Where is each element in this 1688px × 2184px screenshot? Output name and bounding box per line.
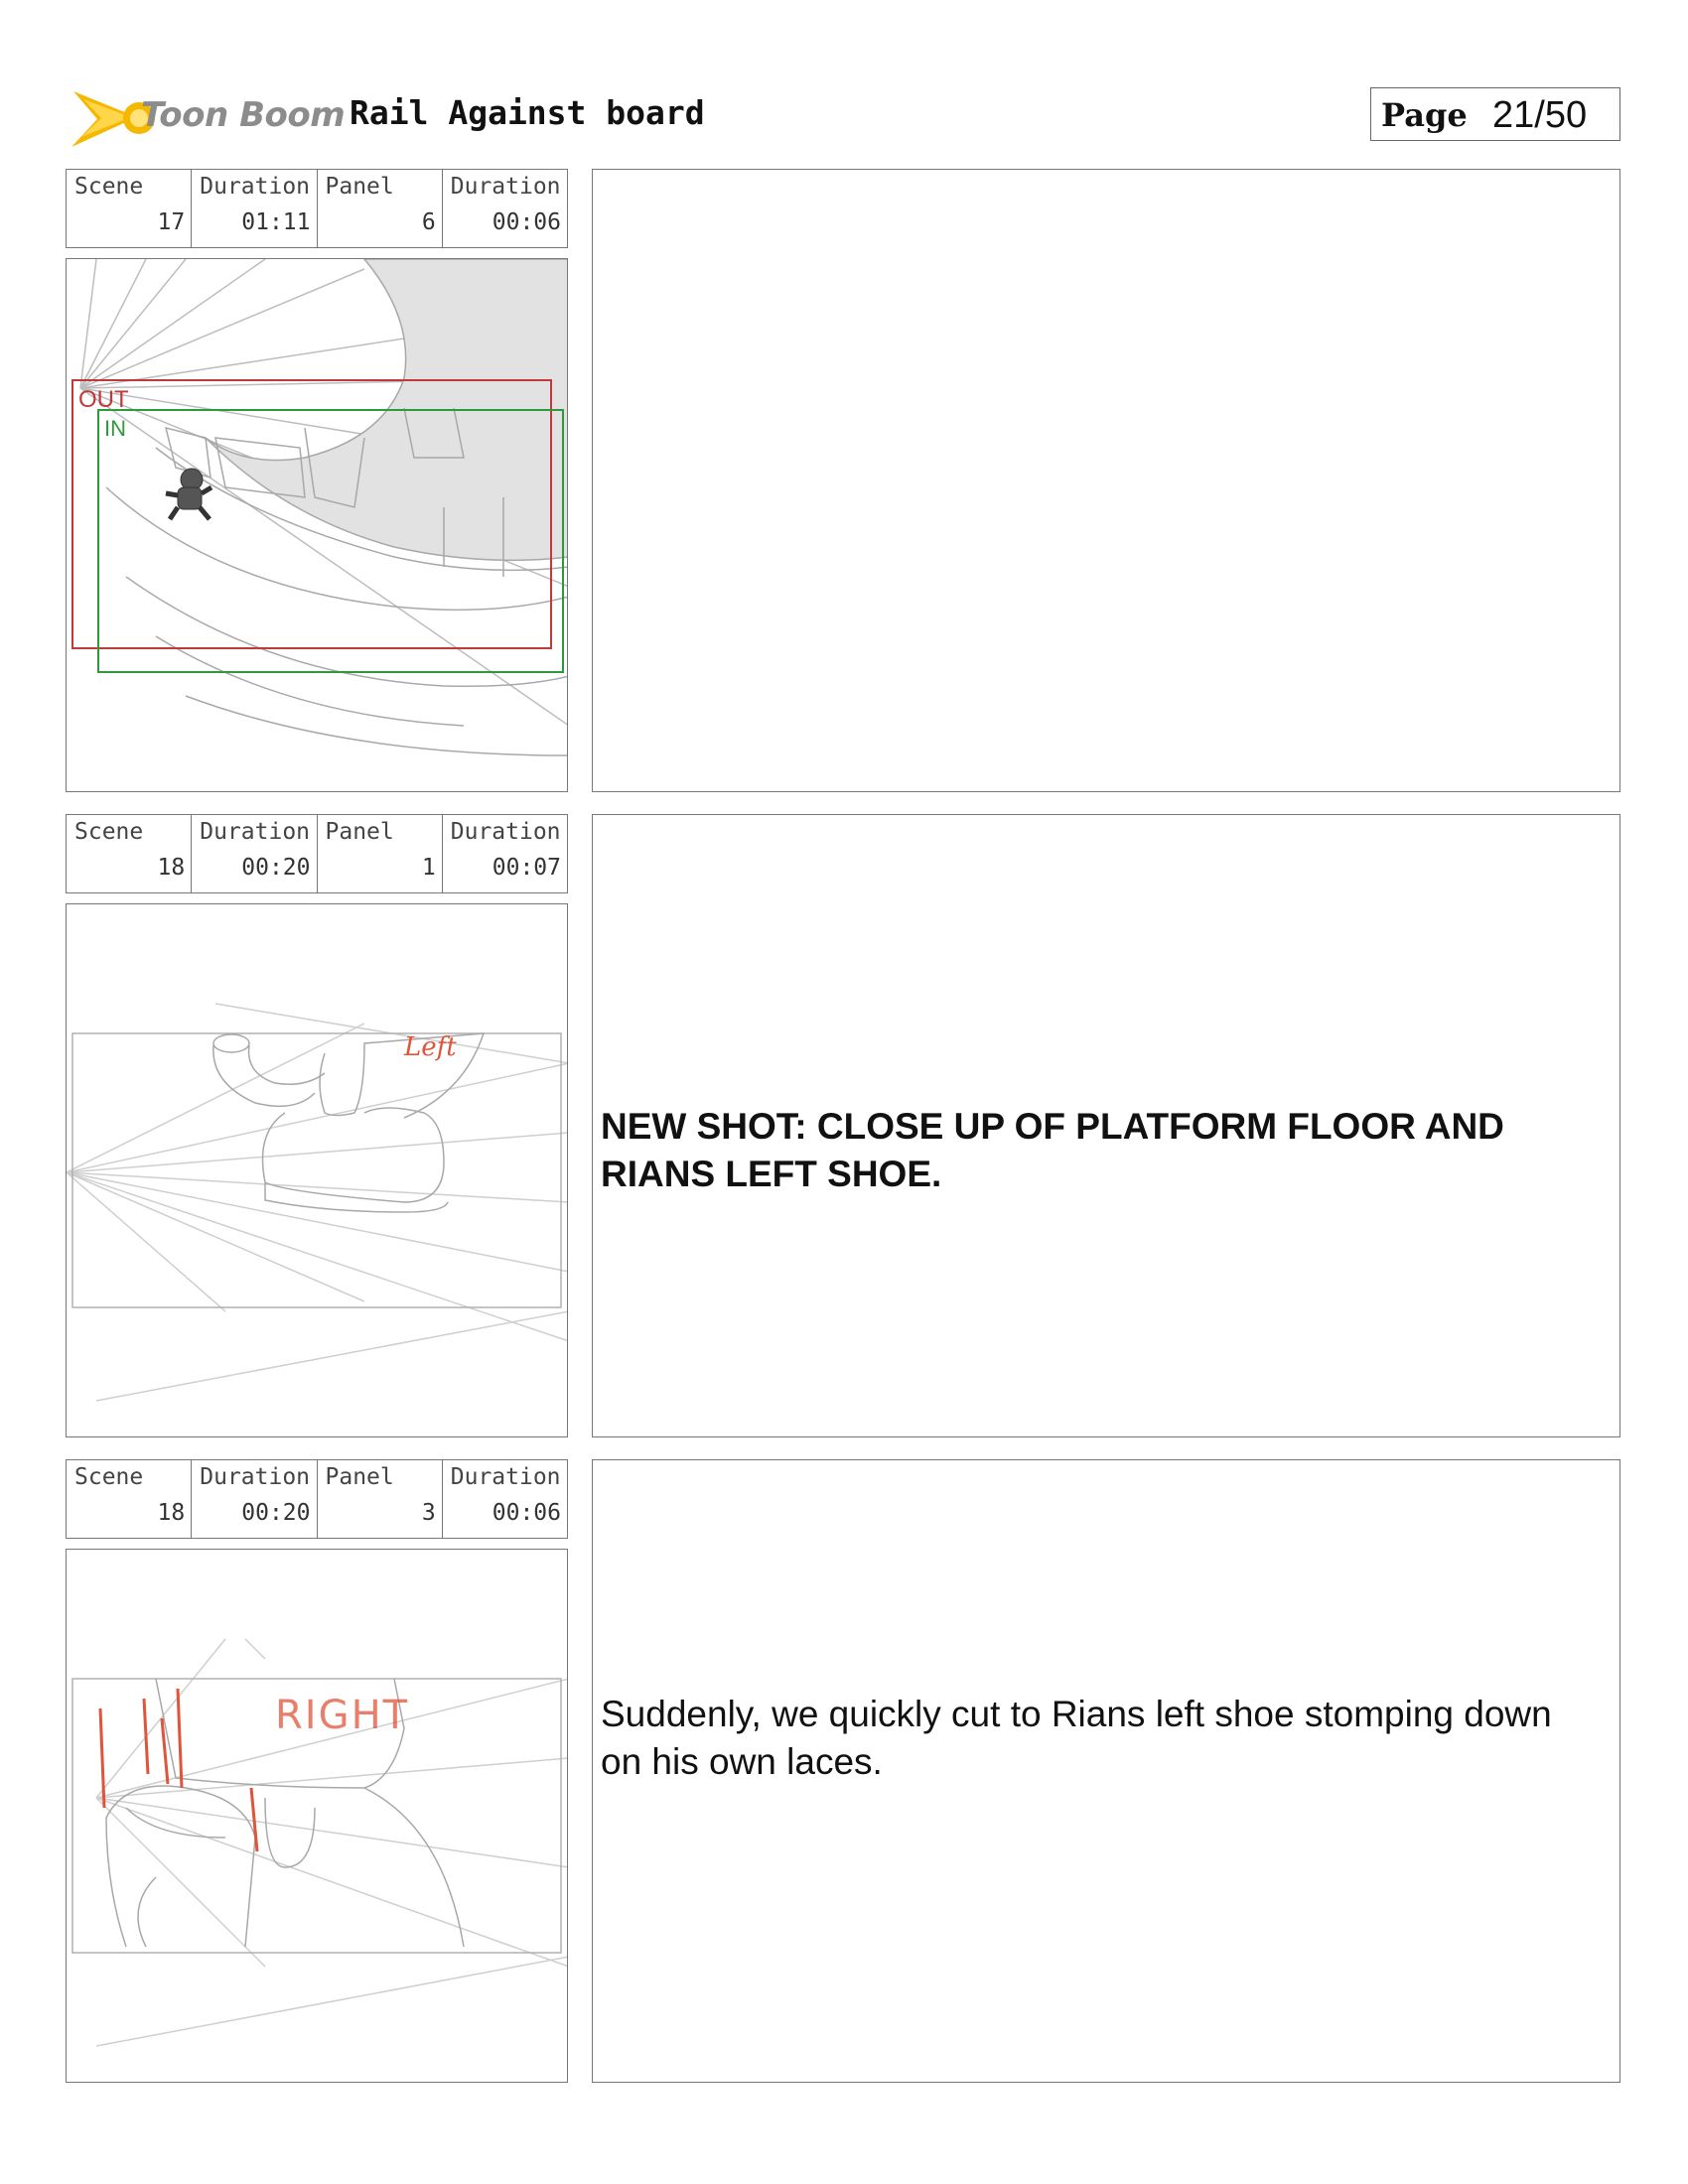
scene-number: 18	[157, 855, 186, 881]
panel-info-row	[66, 814, 568, 893]
document-title: Rail Against board	[350, 93, 705, 132]
page-label: Page	[1381, 96, 1468, 134]
scene-duration: 01:11	[241, 209, 311, 235]
panel-duration-cell	[443, 815, 567, 892]
scene-label: Scene	[74, 1464, 144, 1490]
panel-label: Panel	[325, 819, 394, 845]
scene-duration-label: Duration	[200, 1464, 311, 1490]
panel-cell	[318, 1460, 443, 1538]
scene-number: 17	[157, 209, 186, 235]
panel-duration-cell	[443, 1460, 567, 1538]
panel-duration-cell	[443, 170, 567, 247]
panel-duration-label: Duration	[450, 819, 561, 845]
panel-notes	[592, 1459, 1620, 2083]
sketch-shoe-stomp-icon	[67, 1550, 568, 2083]
scene-duration-cell	[192, 815, 317, 892]
scene-cell	[67, 1460, 192, 1538]
logo-text: Toon Boom	[141, 95, 346, 135]
scene-cell	[67, 815, 192, 892]
panel-sketch-frame	[66, 1549, 568, 2083]
page-indicator	[1370, 87, 1620, 141]
panel-number: 3	[421, 1500, 436, 1526]
side-label: RIGHT	[275, 1693, 410, 1738]
panel-label: Panel	[325, 1464, 394, 1490]
panel-notes-text: NEW SHOT: CLOSE UP OF PLATFORM FLOOR AND RIANS LEFT SHOE.	[601, 1106, 1504, 1194]
scene-number: 18	[157, 1500, 186, 1526]
panel-info-row	[66, 169, 568, 248]
sketch-train-wheel-icon	[67, 259, 568, 792]
panel-number: 1	[421, 855, 436, 881]
scene-duration-cell	[192, 170, 317, 247]
scene-duration-cell	[192, 1460, 317, 1538]
out-frame-label: OUT	[78, 386, 129, 413]
in-frame-label: IN	[104, 416, 126, 441]
panel-notes	[592, 814, 1620, 1437]
panel-info-row	[66, 1459, 568, 1539]
panel-label: Panel	[325, 174, 394, 200]
scene-duration: 00:20	[241, 1500, 311, 1526]
panel-duration: 00:07	[492, 855, 561, 881]
panel-duration-label: Duration	[450, 1464, 561, 1490]
panel-cell	[318, 815, 443, 892]
scene-duration-label: Duration	[200, 174, 311, 200]
side-label: Left	[404, 1032, 457, 1062]
panel-sketch-frame	[66, 903, 568, 1437]
panel-duration: 00:06	[492, 1500, 561, 1526]
panel-notes-text: Suddenly, we quickly cut to Rians left shoe stomping down on his own laces.	[601, 1694, 1552, 1782]
panel-notes	[592, 169, 1620, 792]
scene-duration: 00:20	[241, 855, 311, 881]
panel-number: 6	[421, 209, 436, 235]
scene-duration-label: Duration	[200, 819, 311, 845]
page-number: 21/50	[1492, 94, 1588, 136]
scene-label: Scene	[74, 819, 144, 845]
scene-label: Scene	[74, 174, 144, 200]
scene-cell	[67, 170, 192, 247]
panel-cell	[318, 170, 443, 247]
sketch-shoe-closeup-icon	[67, 904, 568, 1437]
panel-sketch-frame	[66, 258, 568, 792]
panel-duration-label: Duration	[450, 174, 561, 200]
panel-duration: 00:06	[492, 209, 561, 235]
